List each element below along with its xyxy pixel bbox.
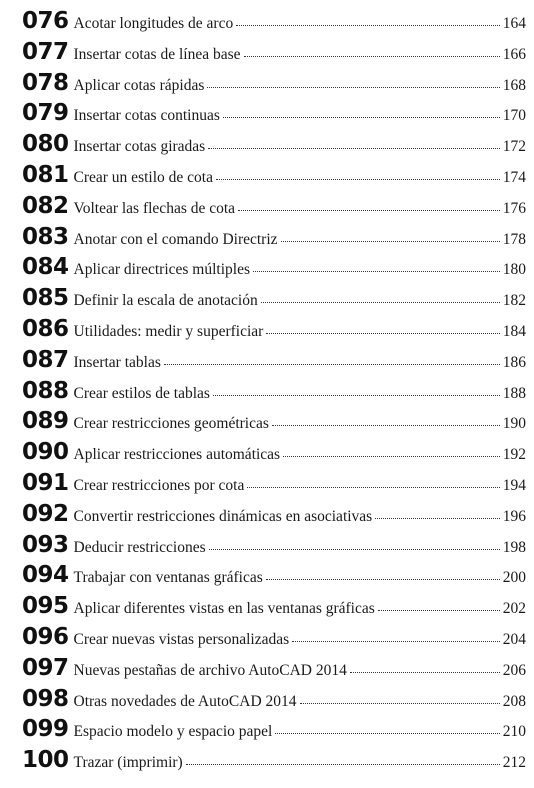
toc-entry-title: Aplicar restricciones automáticas xyxy=(73,446,281,464)
dot-leader xyxy=(209,548,500,550)
toc-entry-title: Nuevas pestañas de archivo AutoCAD 2014 xyxy=(73,661,347,679)
toc-entry-number: 099 xyxy=(22,716,69,743)
toc-entry xyxy=(22,70,526,101)
toc-entry-page: 164 xyxy=(502,15,526,32)
dot-leader xyxy=(292,640,500,642)
toc-entry xyxy=(22,501,526,532)
dot-leader xyxy=(207,86,499,88)
toc-entry-title: Convertir restricciones dinámicas en asociativas xyxy=(73,507,373,525)
toc-entry-page: 194 xyxy=(502,476,526,494)
toc-entry-page: 206 xyxy=(502,661,526,679)
toc-entry xyxy=(22,408,526,439)
toc-entry xyxy=(22,532,526,563)
toc-entry-title: Aplicar directrices múltiples xyxy=(73,261,250,279)
toc-entry xyxy=(22,131,526,162)
toc-entry-page: 202 xyxy=(502,600,526,618)
toc-entry xyxy=(22,439,526,470)
toc-entry-number: 096 xyxy=(22,623,69,650)
toc-entry-page: 186 xyxy=(502,353,526,371)
dot-leader xyxy=(350,671,500,673)
toc-entry xyxy=(22,285,526,316)
toc-entry xyxy=(22,100,526,131)
dot-leader xyxy=(300,702,500,704)
toc-entry-title: Crear estilos de tablas xyxy=(73,384,210,402)
toc-entry xyxy=(22,193,526,224)
dot-leader xyxy=(186,763,500,765)
toc-entry-page: 190 xyxy=(502,415,526,433)
toc-entry-title: Aplicar diferentes vistas en las ventanas gráficas xyxy=(73,600,375,618)
dot-leader xyxy=(213,394,500,396)
toc-entry xyxy=(22,470,526,501)
toc-entry-page: 210 xyxy=(502,723,526,741)
dot-leader xyxy=(244,55,500,57)
toc-entry-page: 188 xyxy=(502,384,526,402)
toc-entry-number: 100 xyxy=(22,747,69,774)
toc-entry xyxy=(22,162,526,193)
toc-entry-title: Acotar longitudes de arco xyxy=(73,15,234,32)
toc-entry-page: 166 xyxy=(502,45,526,63)
toc-entry-title: Voltear las flechas de cota xyxy=(73,199,236,217)
dot-leader xyxy=(253,270,500,272)
toc-entry-title: Deducir restricciones xyxy=(73,538,206,556)
toc-entry-title: Crear restricciones geométricas xyxy=(73,415,269,433)
toc-entry xyxy=(22,655,526,686)
toc-entry-page: 168 xyxy=(502,76,526,94)
dot-leader xyxy=(275,732,499,734)
toc-entry-number: 084 xyxy=(22,254,69,281)
toc-entry xyxy=(22,624,526,655)
toc-entry-title: Otras novedades de AutoCAD 2014 xyxy=(73,692,297,710)
toc-entry-number: 093 xyxy=(22,531,69,558)
toc-entry-title: Trazar (imprimir) xyxy=(73,754,183,772)
toc-entry-title: Insertar cotas continuas xyxy=(73,107,220,125)
toc-entry xyxy=(22,8,526,39)
toc-entry-title: Insertar tablas xyxy=(73,353,161,371)
toc-entry-number: 080 xyxy=(22,131,69,158)
toc-entry-title: Aplicar cotas rápidas xyxy=(73,76,205,94)
toc-entry-number: 088 xyxy=(22,377,69,404)
toc-entry-title: Insertar cotas giradas xyxy=(73,138,206,156)
toc-entry-number: 087 xyxy=(22,346,69,373)
toc-entry-number: 076 xyxy=(22,8,69,34)
toc-entry xyxy=(22,378,526,409)
toc-entry-title: Espacio modelo y espacio papel xyxy=(73,723,273,741)
toc-entry xyxy=(22,562,526,593)
toc-entry-page: 198 xyxy=(502,538,526,556)
dot-leader xyxy=(247,486,499,488)
toc-entry-page: 176 xyxy=(502,199,526,217)
toc-entry-page: 178 xyxy=(502,230,526,248)
dot-leader xyxy=(266,578,500,580)
toc-entry xyxy=(22,716,526,747)
toc-entry xyxy=(22,224,526,255)
toc-entry-number: 091 xyxy=(22,469,69,496)
toc-entry-page: 182 xyxy=(502,292,526,310)
toc-entry xyxy=(22,254,526,285)
toc-entry xyxy=(22,747,526,778)
toc-entry-page: 180 xyxy=(502,261,526,279)
toc-entry-title: Definir la escala de anotación xyxy=(73,292,258,310)
toc-entry-number: 077 xyxy=(22,38,69,65)
toc-entry-page: 184 xyxy=(502,322,526,340)
dot-leader xyxy=(378,609,500,611)
toc-entry-number: 095 xyxy=(22,593,69,620)
toc-entry-number: 086 xyxy=(22,315,69,342)
toc-entry-page: 170 xyxy=(502,107,526,125)
dot-leader xyxy=(216,178,500,180)
toc-entry xyxy=(22,39,526,70)
dot-leader xyxy=(164,363,500,365)
toc-entry-page: 212 xyxy=(502,754,526,772)
toc-entry-number: 092 xyxy=(22,500,69,527)
toc-entry-title: Insertar cotas de línea base xyxy=(73,45,241,63)
toc-entry-title: Anotar con el comando Directriz xyxy=(73,230,278,248)
toc-entry-number: 098 xyxy=(22,685,69,712)
toc-entry-page: 200 xyxy=(502,569,526,587)
toc-entry xyxy=(22,347,526,378)
toc-entry-number: 089 xyxy=(22,408,69,435)
toc-entry xyxy=(22,316,526,347)
dot-leader xyxy=(283,455,500,457)
dot-leader xyxy=(375,517,500,519)
toc-entry-title: Trabajar con ventanas gráficas xyxy=(73,569,263,587)
dot-leader xyxy=(261,301,500,303)
toc-entry-page: 192 xyxy=(502,446,526,464)
dot-leader xyxy=(272,424,500,426)
dot-leader xyxy=(281,240,500,242)
dot-leader xyxy=(238,209,500,211)
toc-entry-title: Utilidades: medir y superficiar xyxy=(73,322,264,340)
toc-entry-title: Crear nuevas vistas personalizadas xyxy=(73,630,290,648)
toc-entry-page: 174 xyxy=(502,168,526,186)
toc-entry-number: 078 xyxy=(22,69,69,96)
table-of-contents xyxy=(22,8,526,778)
toc-entry-page: 208 xyxy=(502,692,526,710)
toc-entry-number: 083 xyxy=(22,223,69,250)
dot-leader xyxy=(266,332,499,334)
dot-leader xyxy=(223,116,500,118)
toc-entry-page: 204 xyxy=(502,630,526,648)
toc-entry-page: 172 xyxy=(502,138,526,156)
toc-entry-number: 094 xyxy=(22,562,69,589)
toc-entry xyxy=(22,686,526,717)
toc-entry-number: 081 xyxy=(22,161,69,188)
toc-entry-number: 082 xyxy=(22,192,69,219)
toc-entry-page: 196 xyxy=(502,507,526,525)
dot-leader xyxy=(236,24,500,26)
toc-entry-number: 097 xyxy=(22,654,69,681)
toc-entry-title: Crear un estilo de cota xyxy=(73,168,213,186)
toc-entry-number: 085 xyxy=(22,285,69,312)
dot-leader xyxy=(208,147,500,149)
toc-entry xyxy=(22,593,526,624)
toc-entry-number: 090 xyxy=(22,439,69,466)
toc-entry-title: Crear restricciones por cota xyxy=(73,476,245,494)
toc-entry-number: 079 xyxy=(22,100,69,127)
